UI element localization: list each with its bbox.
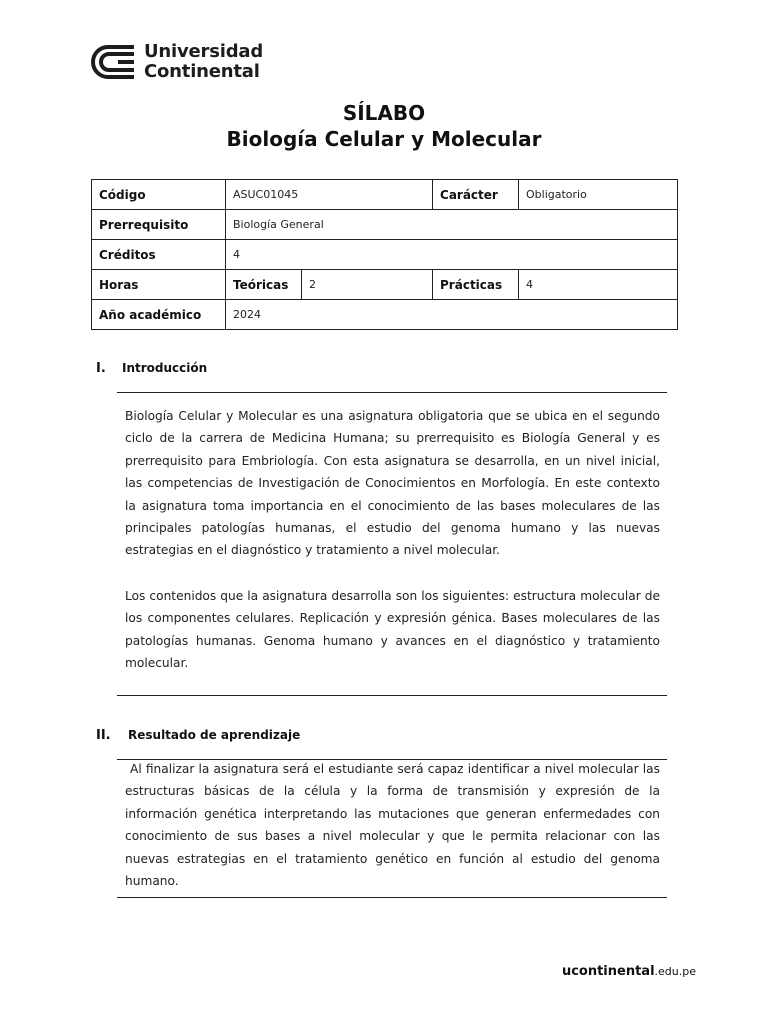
section-2-title: Resultado de aprendizaje [128,728,301,742]
learning-outcome-paragraph: Al finalizar la asignatura será el estudiante será capaz identificar a nivel molecular las estructuras básicas de la célula y la forma de transmisión y expresión de la información genética interpretando las mutaciones que generan enfermedades con conocimiento de sus bases a nivel molecular y que le permita relacionar con las nuevas estrategias en el tratamiento genético en función al estudio del genoma humano. [125,762,660,889]
teoricas-value: 2 [302,270,433,300]
anio-label: Año académico [92,300,226,330]
divider [117,392,667,393]
footer-site-suffix: .edu.pe [654,965,696,978]
continental-logo-icon [88,43,136,81]
caracter-value: Obligatorio [519,180,678,210]
introduction-paragraph-1: Biología Celular y Molecular es una asignatura obligatoria que se ubica en el segundo ciclo de la carrera de Medicina Humana; su prerrequisito es Biología General y es prerrequisito para Embriología. Con esta asignatura se desarrolla, en un nivel inicial, las competencias de Investigación de Conocimientos en Morfología. En este contexto la asignatura toma importancia en el conocimiento de las bases moleculares de las principales patologías humanas, el estudio del genoma humano y las nuevas estrategias en el diagnóstico y tratamiento a nivel molecular. [125,409,660,558]
section-1-number: I. [96,361,106,376]
table-row [92,210,678,240]
footer-website [562,964,696,979]
title-silabo: SÍLABO [342,101,426,125]
creditos-value: 4 [226,240,678,270]
codigo-label: Código [92,180,226,210]
section-1-heading [96,361,207,376]
title-course-name: Biología Celular y Molecular [226,127,542,151]
practicas-value: 4 [519,270,678,300]
course-info-table [91,179,678,330]
section-2-number: II. [96,728,111,743]
document-title [0,100,768,152]
table-row [92,270,678,300]
prerrequisito-value: Biología General [226,210,678,240]
horas-label: Horas [92,270,226,300]
university-logo [88,42,263,82]
table-row [92,180,678,210]
practicas-label: Prácticas [433,270,519,300]
creditos-label: Créditos [92,240,226,270]
divider [117,897,667,898]
prerrequisito-label: Prerrequisito [92,210,226,240]
section-2-heading [96,728,300,743]
table-row [92,300,678,330]
section-1-title: Introducción [122,361,208,375]
teoricas-label: Teóricas [226,270,302,300]
divider [117,695,667,696]
introduction-paragraph-2: Los contenidos que la asignatura desarrolla son los siguientes: estructura molecular de los componentes celulares. Replicación y expresión génica. Bases moleculares de las patologías humanas. Genoma humano y avances en el diagnóstico y tratamiento molecular. [125,589,660,671]
table-row [92,240,678,270]
footer-site-name: ucontinental [561,964,655,979]
logo-line-1: Universidad [144,41,264,62]
logo-line-2: Continental [144,61,260,82]
anio-value: 2024 [226,300,678,330]
caracter-label: Carácter [433,180,519,210]
codigo-value: ASUC01045 [226,180,433,210]
